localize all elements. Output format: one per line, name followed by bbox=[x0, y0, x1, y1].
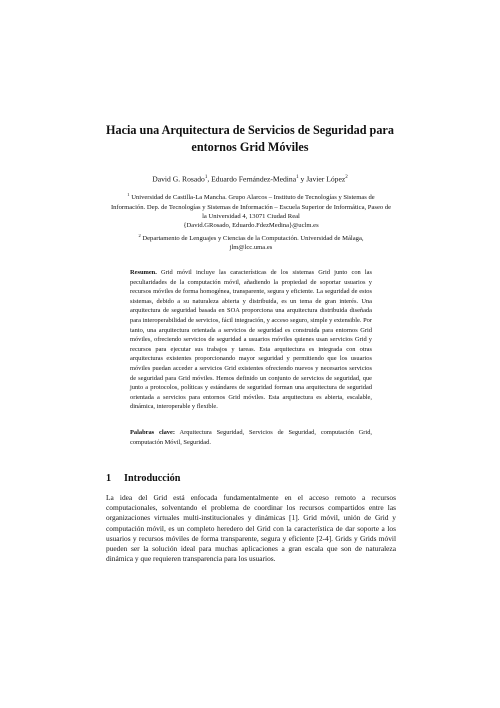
affiliation-mark: 2 bbox=[138, 232, 141, 238]
author-name: Eduardo Fernández-Medina bbox=[211, 174, 297, 184]
keywords bbox=[130, 428, 372, 447]
abstract bbox=[130, 268, 372, 412]
keywords-label: Palabras clave: bbox=[130, 429, 175, 436]
affiliation-text: Departamento de Lenguajes y Ciencias de la Computación. Universidad de Málaga, bbox=[142, 235, 364, 242]
affiliation-1 bbox=[110, 190, 392, 221]
author-affiliation-mark: 1 bbox=[204, 175, 208, 180]
affiliation-2-email: jlm@lcc.uma.es bbox=[229, 244, 273, 252]
section-title: Introducción bbox=[124, 473, 181, 484]
author-name: Javier López bbox=[306, 174, 346, 184]
affiliation-mark: 1 bbox=[127, 192, 130, 197]
affiliations bbox=[110, 190, 392, 253]
body-paragraph: La idea del Grid está enfocada fundamentalmente en el acceso remoto a recursos computacionales, solventando el problema de coordinar los recursos compartidos entre las organizaciones virtuales multi-institucionales y dinámicas [1]. Grid móvil, unión de Grid y computación móvil, es un completo heredero del Grid con la característica de dar soporte a los usuarios y recursos móviles de forma transparente, segura y eficiente [2-4]. Grids y Grids móvil pueden ser la solución ideal para muchas aplicaciones a gran escala que son de naturaleza dinámica y que requieren transparencia para los usuarios. bbox=[106, 493, 396, 564]
author-affiliation-mark: 2 bbox=[345, 175, 348, 180]
author-name: David G. Rosado bbox=[152, 174, 205, 184]
affiliation-1-email: {David.GRosado, Eduardo.FdezMedina}@uclm.es bbox=[183, 222, 319, 230]
abstract-text: Grid móvil incluye las características de los sistemas Grid junto con las peculiaridades de la computación móvil, añadiendo la propiedad de soportar usuarios y recursos móviles de forma homogénea, transparente, segura y eficiente. La seguridad de estos sistemas, debido a su naturaleza abierta y distribuida, es un tema de gran interés. Una arquitectura de seguridad basada en SOA proporciona una arquitectura distribuida diseñada para interoperabilidad de servicios, fácil integración, y acceso seguro, simple y extensible. Por tanto, una arquitectura orientada a servicios de seguridad es construida para entornos Grid móviles, ofreciendo servicios de seguridad a usuarios móviles quienes usan servicios Grid y recursos para ejecutar sus trabajos y tareas. Esta arquitectura es integrada con otras arquitecturas existentes proporcionando mayor seguridad y permitiendo que los usuarios móviles puedan acceder a servicios Grid existentes ofreciendo nuevos y necesarios servicios de seguridad para Grid móviles. Hemos definido un conjunto de servicios de seguridad, que junto a protocolos, políticas y estándares de seguridad forman una arquitectura de seguridad orientada a servicios para entornos Grid móviles. Esta arquitectura es abierta, escalable, dinámica, interoperable y flexible. bbox=[130, 269, 372, 411]
affiliation-text: Universidad de Castilla-La Mancha. Grupo Alarcos – Instituto de Tecnologías y Sistemas de Información. Dep. de Tecnologías y Sistemas de Información – Escuela Superior de Informática, Paseo de la Universidad 4, 13071 Ciudad Real bbox=[110, 194, 392, 220]
abstract-label: Resumen. bbox=[130, 269, 157, 276]
affiliation-2 bbox=[110, 231, 392, 244]
paper-title: Hacia una Arquitectura de Servicios de Seguridad para entornos Grid Móviles bbox=[106, 123, 394, 154]
section-body bbox=[106, 493, 396, 564]
keywords-text: Arquitectura Seguridad, Servicios de Seguridad, computación Grid, computación Móvil, Seguridad. bbox=[130, 429, 372, 446]
section-number: 1 bbox=[106, 473, 112, 484]
section-heading bbox=[106, 472, 396, 485]
author-list bbox=[100, 173, 400, 185]
author-affiliation-mark: 1 bbox=[296, 175, 299, 180]
author-separator: y bbox=[298, 174, 307, 184]
author-separator: , bbox=[207, 174, 212, 184]
